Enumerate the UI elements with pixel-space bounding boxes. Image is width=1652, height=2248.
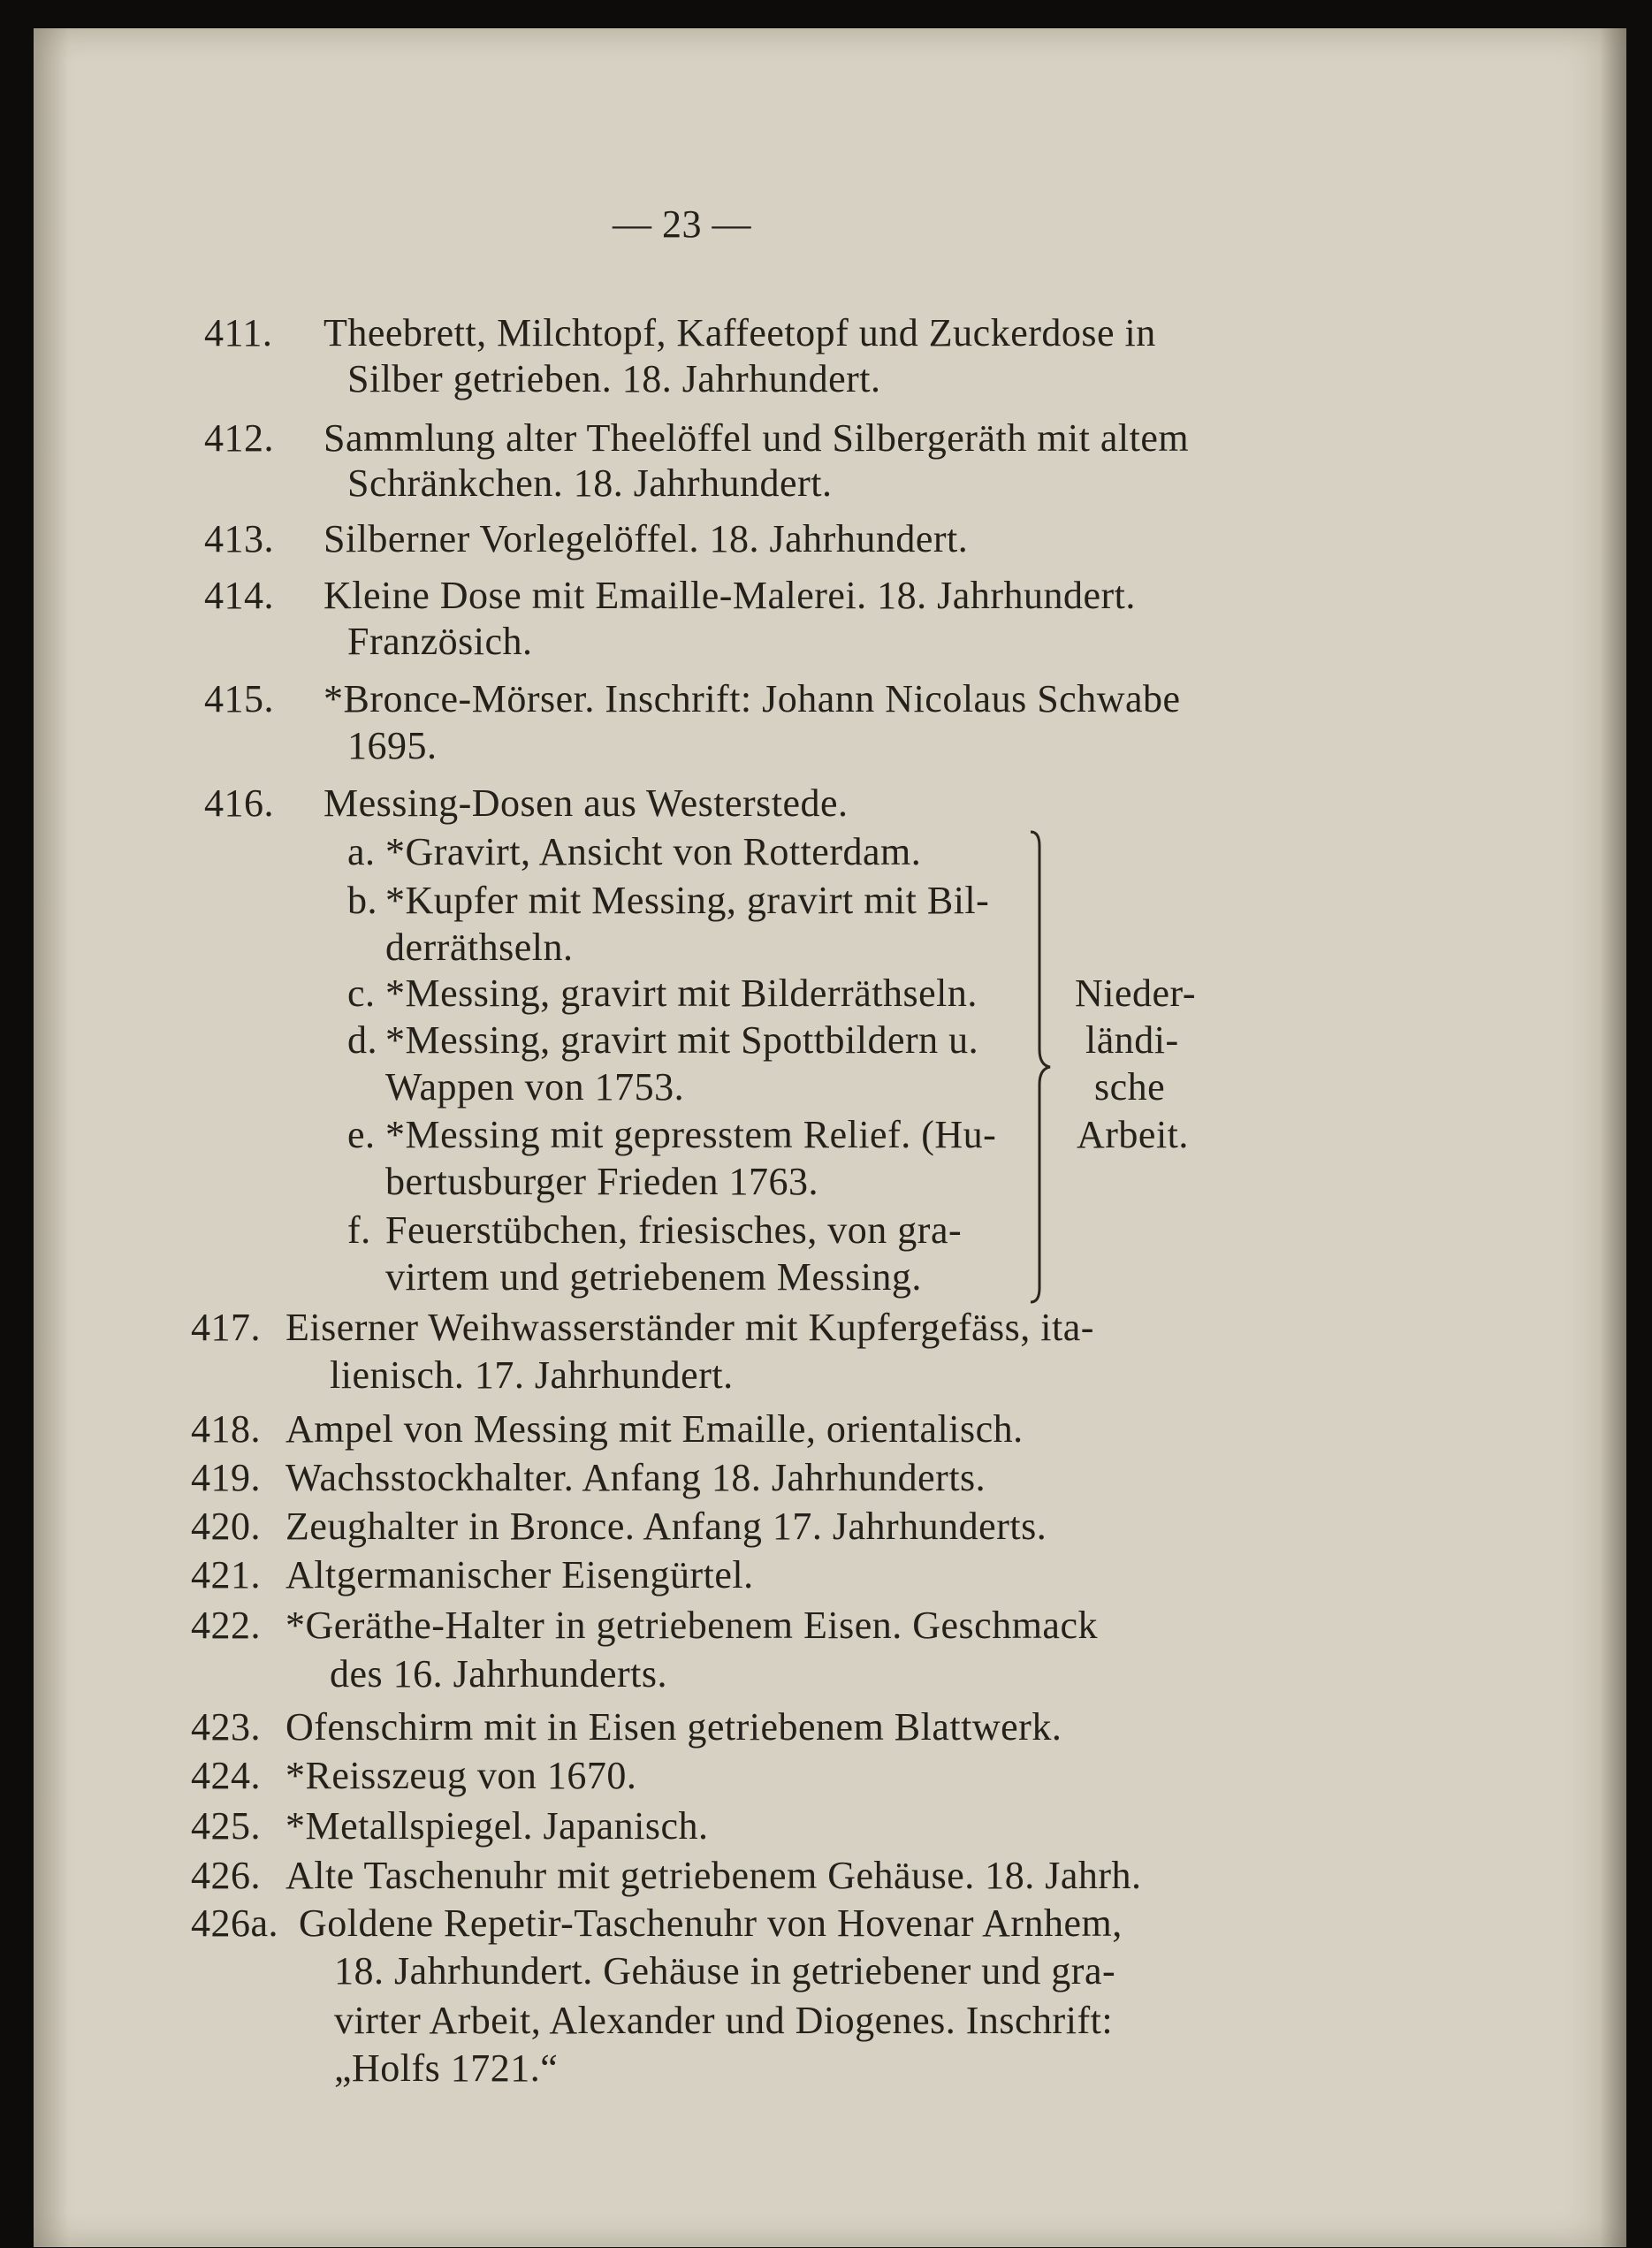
entry-text: Schränkchen. 18. Jahrhundert. — [347, 461, 833, 505]
entry-number: 423. — [191, 1705, 261, 1749]
side-note-line: ländi- — [1085, 1018, 1179, 1062]
sub-entry-text: virtem und getriebenem Messing. — [385, 1255, 922, 1299]
page-number: — 23 — — [613, 202, 751, 246]
sub-entry-text: bertusburger Frieden 1763. — [385, 1160, 818, 1203]
entry-text: Alte Taschenuhr mit getriebenem Gehäuse. 18. Jahrh. — [285, 1854, 1142, 1897]
sub-entry-text: *Kupfer mit Messing, gravirt mit Bil- — [385, 879, 990, 922]
entry-text: Eiserner Weihwasserständer mit Kupfergefäss, ita- — [285, 1306, 1094, 1349]
entry-number: 411. — [204, 311, 273, 354]
book-page — [34, 28, 1626, 2247]
entry-number: 421. — [191, 1553, 261, 1596]
side-note-line: sche — [1094, 1065, 1166, 1109]
entry-number: 412. — [204, 416, 274, 460]
entry-text: lienisch. 17. Jahrhundert. — [330, 1353, 734, 1397]
entry-text: des 16. Jahrhunderts. — [330, 1652, 667, 1696]
sub-entry-letter: b. — [347, 879, 377, 922]
entry-text: „Holfs 1721.“ — [334, 2046, 559, 2090]
sub-entry-text: *Gravirt, Ansicht von Rotterdam. — [385, 830, 922, 873]
page-gutter — [34, 28, 69, 2247]
entry-text: Französich. — [347, 620, 533, 663]
entry-text: Ofenschirm mit in Eisen getriebenem Blattwerk. — [285, 1705, 1062, 1749]
sub-entry-letter: a. — [347, 830, 376, 873]
entry-number: 419. — [191, 1456, 261, 1499]
entry-number: 426a. — [191, 1901, 279, 1945]
entry-text: Kleine Dose mit Emaille-Malerei. 18. Jahrhundert. — [324, 574, 1136, 617]
entry-text: Silberner Vorlegelöffel. 18. Jahrhundert. — [324, 517, 969, 560]
sub-entry-text: Feuerstübchen, friesisches, von gra- — [385, 1208, 963, 1252]
entry-text: Messing-Dosen aus Westerstede. — [324, 781, 849, 825]
sub-entry-letter: f. — [347, 1208, 371, 1252]
entry-text: *Bronce-Mörser. Inschrift: Johann Nicolaus Schwabe — [324, 677, 1181, 720]
entry-text: Zeughalter in Bronce. Anfang 17. Jahrhunderts. — [285, 1505, 1047, 1548]
entry-text: Altgermanischer Eisengürtel. — [285, 1553, 754, 1596]
entry-text: 18. Jahrhundert. Gehäuse in getriebener und gra- — [334, 1949, 1116, 1993]
entry-text: Sammlung alter Theelöffel und Silbergeräth mit altem — [324, 416, 1190, 460]
entry-number: 426. — [191, 1854, 261, 1897]
entry-text: Ampel von Messing mit Emaille, orientalisch. — [285, 1407, 1024, 1451]
side-note-line: Nieder- — [1075, 972, 1196, 1015]
sub-entry-letter: d. — [347, 1018, 377, 1062]
entry-text: virter Arbeit, Alexander und Diogenes. Inschrift: — [334, 1999, 1114, 2042]
entry-text: Wachsstockhalter. Anfang 18. Jahrhunderts. — [285, 1456, 986, 1499]
entry-text: *Geräthe-Halter in getriebenem Eisen. Geschmack — [285, 1604, 1098, 1647]
entry-number: 420. — [191, 1505, 261, 1548]
entry-number: 414. — [204, 574, 274, 617]
side-note-line: Arbeit. — [1077, 1113, 1189, 1156]
sub-entry-text: *Messing mit gepresstem Relief. (Hu- — [385, 1113, 997, 1156]
entry-number: 415. — [204, 677, 274, 720]
sub-entry-letter: c. — [347, 972, 376, 1015]
sub-entry-text: derräthseln. — [385, 926, 574, 969]
entry-number: 417. — [191, 1306, 261, 1349]
entry-number: 424. — [191, 1754, 261, 1797]
entry-number: 418. — [191, 1407, 261, 1451]
entry-text: *Metallspiegel. Japanisch. — [285, 1804, 709, 1848]
sub-entry-text: *Messing, gravirt mit Bilderräthseln. — [385, 972, 978, 1015]
entry-number: 416. — [204, 781, 274, 825]
entry-number: 413. — [204, 517, 274, 560]
entry-number: 425. — [191, 1804, 261, 1848]
curly-brace — [1024, 828, 1059, 1306]
entry-number: 422. — [191, 1604, 261, 1647]
sub-entry-text: *Messing, gravirt mit Spottbildern u. — [385, 1018, 979, 1062]
entry-text: Silber getrieben. 18. Jahrhundert. — [347, 357, 881, 400]
sub-entry-text: Wappen von 1753. — [385, 1065, 685, 1109]
entry-text: 1695. — [347, 724, 438, 767]
entry-text: Theebrett, Milchtopf, Kaffeetopf und Zuckerdose in — [324, 311, 1156, 354]
entry-text: *Reisszeug von 1670. — [285, 1754, 637, 1797]
sub-entry-letter: e. — [347, 1113, 376, 1156]
entry-text: Goldene Repetir-Taschenuhr von Hovenar Arnhem, — [299, 1901, 1123, 1945]
